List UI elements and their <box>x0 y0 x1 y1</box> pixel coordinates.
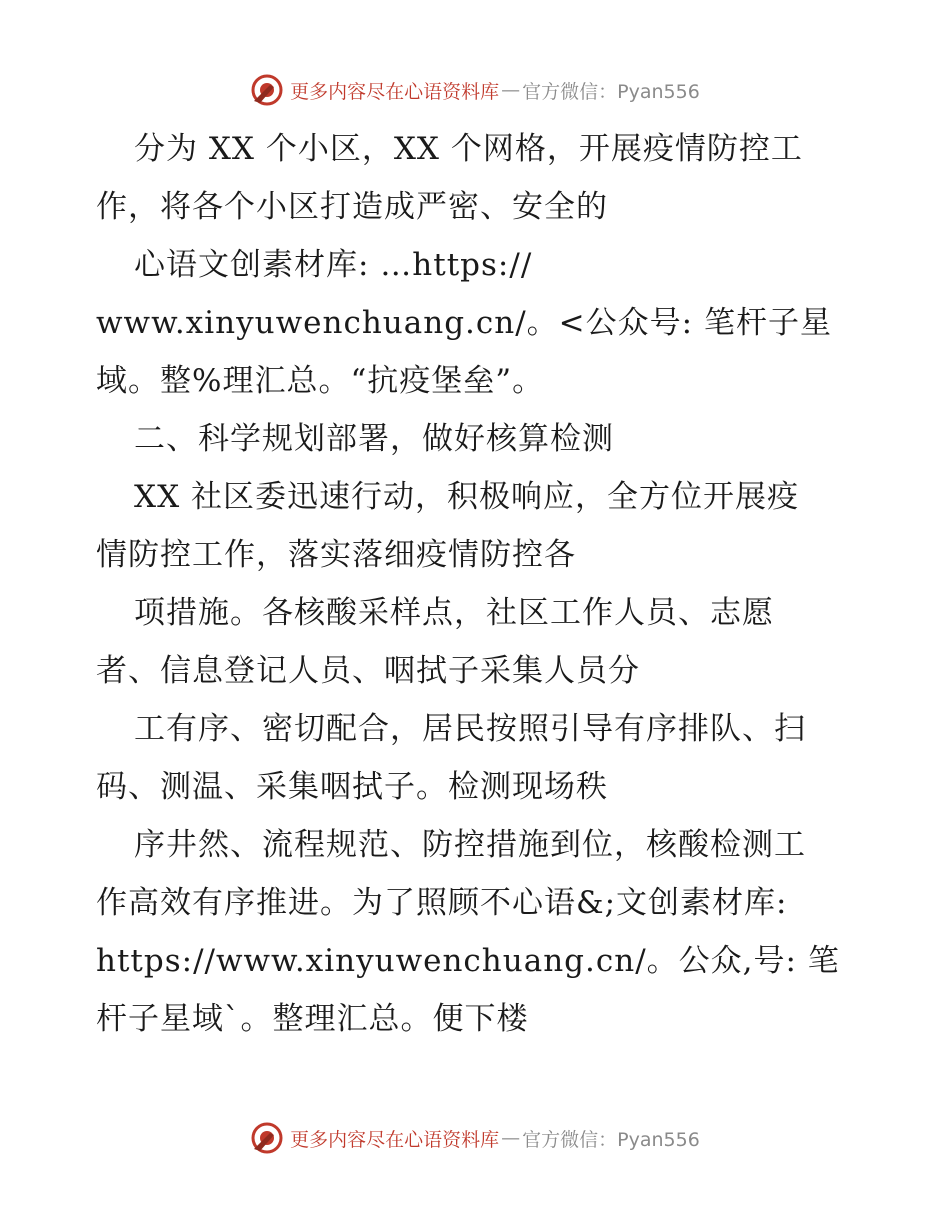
text-line: 分为 XX 个小区，XX 个网格，开展疫情防控工 <box>134 131 803 167</box>
document-body <box>96 120 856 1048</box>
header-banner <box>0 70 950 110</box>
text-line: 作高效有序推进。为了照顾不心语&;文创素材库: <box>96 885 788 921</box>
banner-dash: — <box>501 1127 521 1149</box>
footer-banner <box>0 1118 950 1158</box>
text-line: 域。整%理汇总。“抗疫堡垒”。 <box>96 363 545 399</box>
banner-wechat-text: 官方微信：Pyan556 <box>522 80 700 103</box>
text-line: 序井然、流程规范、防控措施到位，核酸检测工 <box>134 827 806 863</box>
banner-wechat-text: 官方微信：Pyan556 <box>522 1128 700 1151</box>
text-line: 情防控工作，落实落细疫情防控各 <box>96 537 576 573</box>
banner-dash: — <box>501 79 521 101</box>
text-line: 码、测温、采集咽拭子。检测现场秩 <box>96 769 608 805</box>
text-line: 心语文创素材库: …https:// <box>134 247 533 283</box>
text-line: www.xinyuwenchuang.cn/。<公众号: 笔杆子星 <box>96 305 832 341</box>
text-line: https://www.xinyuwenchuang.cn/。公众,号: 笔 <box>96 943 840 979</box>
brand-logo-icon <box>250 1121 284 1155</box>
brand-logo-icon <box>250 73 284 107</box>
banner-site-text: 更多内容尽在心语资料库 <box>290 80 500 103</box>
text-line: 项措施。各核酸采样点，社区工作人员、志愿 <box>134 595 774 631</box>
banner-site-text: 更多内容尽在心语资料库 <box>290 1128 500 1151</box>
section-heading: 二、科学规划部署，做好核算检测 <box>134 421 614 457</box>
text-line: 工有序、密切配合，居民按照引导有序排队、扫 <box>134 711 806 747</box>
text-line: 者、信息登记人员、咽拭子采集人员分 <box>96 653 640 689</box>
text-line: XX 社区委迅速行动，积极响应，全方位开展疫 <box>134 479 799 515</box>
text-line: 作，将各个小区打造成严密、安全的 <box>96 189 608 225</box>
text-line: 杆子星域`。整理汇总。便下楼 <box>96 1001 529 1037</box>
